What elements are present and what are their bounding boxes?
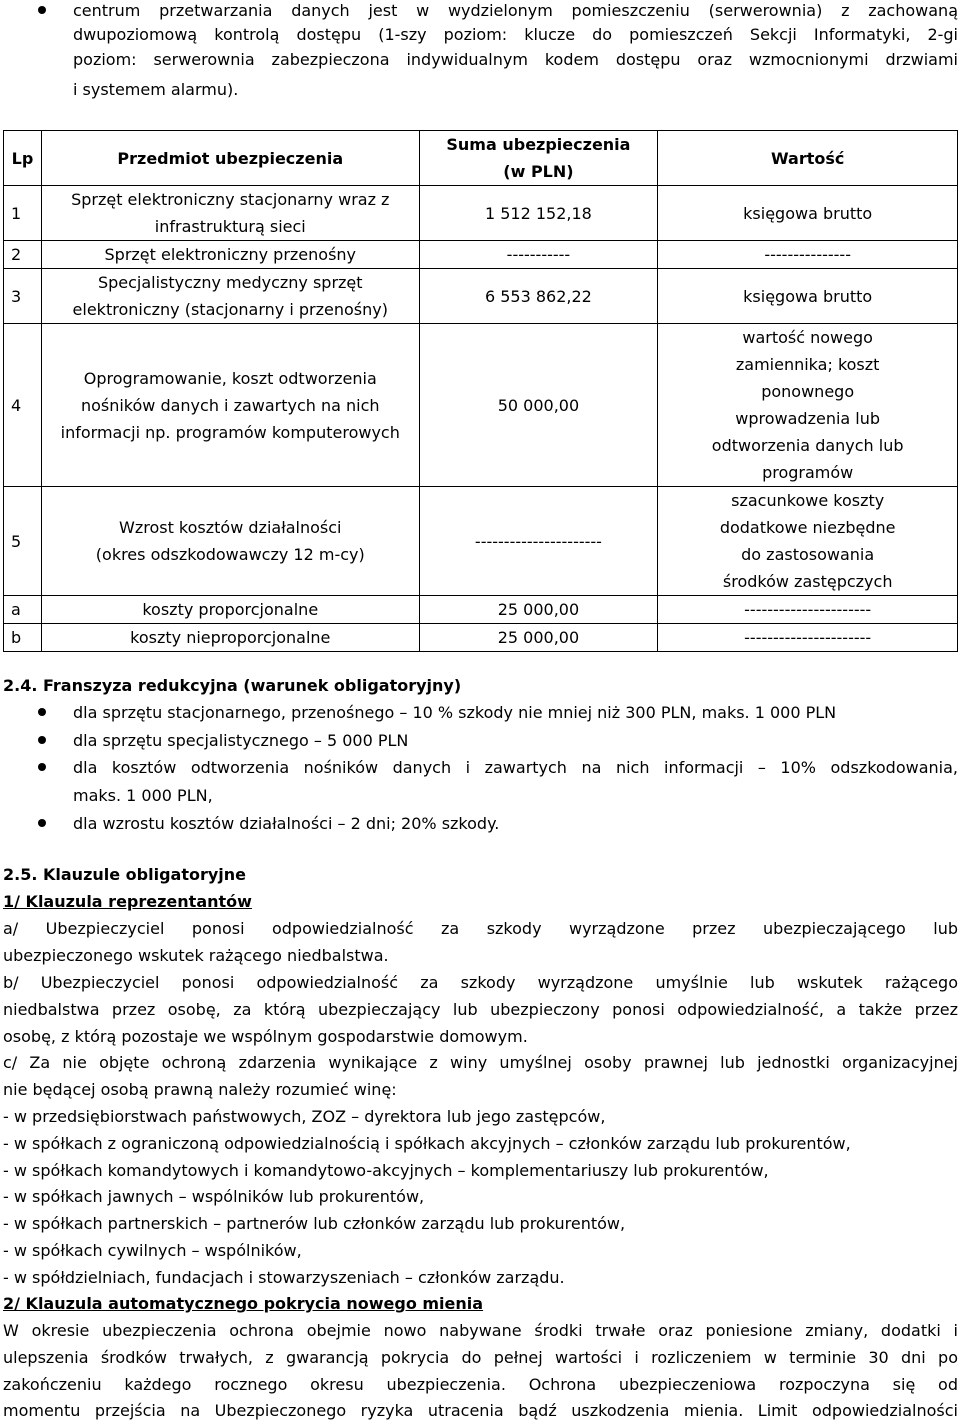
intro-line-2: dwupoziomową kontrolą dostępu (1-szy poziom: klucze do pomieszczeń Sekcji Informatyki, 2-gi [73,25,958,44]
row-value: szacunkowe koszty dodatkowe niezbędne do zastosowania środków zastępczych [658,487,958,596]
table-row [4,596,958,624]
clause-2-title: 2/ Klauzula automatycznego pokrycia nowego mienia [3,1294,484,1313]
header-value: Wartość [658,131,958,186]
header-sum: Suma ubezpieczenia (w PLN) [419,131,658,186]
clause-2-line-3: zakończeniu każdego rocznego okresu ubezpieczenia. Ochrona ubezpieczeniowa rozpoczyna się od [3,1375,958,1394]
row-subject: Sprzęt elektroniczny przenośny [41,241,419,269]
list-item: - w spółkach komandytowych i komandytowo-akcyjnych – komplementariuszy lub prokurentów, [3,1161,769,1180]
row-lp: 5 [4,487,42,596]
table-row [4,269,958,324]
clause-1b-line-3: osobę, z którą pozostaje we wspólnym gospodarstwie domowym. [3,1027,528,1046]
clause-1b-line-2: niedbalstwa przez osobę, za którą ubezpieczający lub ubezpieczony ponosi odpowiedzialność, a także przez [3,1000,958,1019]
row-lp: 3 [4,269,42,324]
franchise-item-1: dla sprzętu stacjonarnego, przenośnego – 10 % szkody nie mniej niż 300 PLN, maks. 1 000 PLN [73,703,837,722]
row-sum: 25 000,00 [419,596,658,624]
row-sum: 50 000,00 [419,324,658,487]
header-subject: Przedmiot ubezpieczenia [41,131,419,186]
clause-1c-line-2: nie będącej osobą prawną należy rozumieć winę: [3,1080,397,1099]
list-item: - w spółkach cywilnych – wspólników, [3,1241,302,1260]
intro-line-4: i systemem alarmu). [73,80,239,99]
row-value: wartość nowego zamiennika; koszt ponownego wprowadzenia lub odtworzenia danych lub programów [658,324,958,487]
table-row [4,324,958,487]
row-subject: Sprzęt elektroniczny stacjonarny wraz z infrastrukturą sieci [41,186,419,241]
row-sum: ----------- [419,241,658,269]
list-item: - w spółkach jawnych – wspólników lub prokurentów, [3,1187,425,1206]
row-lp: 4 [4,324,42,487]
insurance-table [3,130,958,652]
list-item: - w spółkach partnerskich – partnerów lub członków zarządu lub prokurentów, [3,1214,626,1233]
table-row [4,186,958,241]
intro-line-1: centrum przetwarzania danych jest w wydzielonym pomieszczeniu (serwerownia) z zachowaną [73,1,958,20]
franchise-item-3-cont: maks. 1 000 PLN, [73,786,213,805]
row-sum: 25 000,00 [419,624,658,652]
row-sum: 6 553 862,22 [419,269,658,324]
list-item: - w spółkach z ograniczoną odpowiedzialnością i spółkach akcyjnych – członków zarządu lub prokurentów, [3,1134,851,1153]
clause-1c-line-1: c/ Za nie objęte ochroną zdarzenia wynikające z winy umyślnej osoby prawnej lub jednostki organizacyjnej [3,1053,958,1072]
clause-1-title: 1/ Klauzula reprezentantów [3,892,252,911]
row-subject: Wzrost kosztów działalności (okres odszkodowawczy 12 m-cy) [41,487,419,596]
clause-2-line-1: W okresie ubezpieczenia ochrona obejmie nowo nabywane środki trwałe oraz poniesione zmiany, dodatki i [3,1321,958,1340]
clause-1a-line-2: ubezpieczonego wskutek rażącego niedbalstwa. [3,946,389,965]
bullet-icon [38,6,46,14]
row-lp: b [4,624,42,652]
section-25-heading: 2.5. Klauzule obligatoryjne [3,865,247,884]
header-lp: Lp [4,131,42,186]
row-lp: 2 [4,241,42,269]
row-value: księgowa brutto [658,186,958,241]
table-header-row [4,131,958,186]
clause-2-line-2: ulepszenia środków trwałych, z gwarancją pokrycia do pełnej wartości i rozliczeniem w terminie 30 dni po [3,1348,958,1367]
row-subject: Oprogramowanie, koszt odtworzenia nośników danych i zawartych na nich informacji np. programów komputerowych [41,324,419,487]
row-value: ---------------------- [658,624,958,652]
clause-1b-line-1: b/ Ubezpieczyciel ponosi odpowiedzialność za szkody wyrządzone umyślnie lub wskutek rażącego [3,973,958,992]
bullet-icon [38,708,46,716]
row-value: ---------------------- [658,596,958,624]
table-row [4,624,958,652]
row-subject: koszty proporcjonalne [41,596,419,624]
row-sum: 1 512 152,18 [419,186,658,241]
list-item: - w przedsiębiorstwach państwowych, ZOZ – dyrektora lub jego zastępców, [3,1107,606,1126]
row-value: księgowa brutto [658,269,958,324]
list-item: - w spółdzielniach, fundacjach i stowarzyszeniach – członków zarządu. [3,1268,565,1287]
intro-line-3: poziom: serwerownia zabezpieczona indywidualnym kodem dostępu oraz wzmocnionymi drzwiami [73,50,958,69]
bullet-icon [38,763,46,771]
section-24-heading: 2.4. Franszyza redukcyjna (warunek obligatoryjny) [3,676,462,695]
row-lp: 1 [4,186,42,241]
row-subject: Specjalistyczny medyczny sprzęt elektroniczny (stacjonarny i przenośny) [41,269,419,324]
table-row [4,241,958,269]
table-row [4,487,958,596]
clause-1a-line-1: a/ Ubezpieczyciel ponosi odpowiedzialność za szkody wyrządzone przez ubezpieczającego lub [3,919,958,938]
franchise-item-2: dla sprzętu specjalistycznego – 5 000 PLN [73,731,409,750]
bullet-icon [38,736,46,744]
row-value: --------------- [658,241,958,269]
row-sum: ---------------------- [419,487,658,596]
franchise-item-3: dla kosztów odtworzenia nośników danych i zawartych na nich informacji – 10% odszkodowania, [73,758,958,777]
franchise-item-4: dla wzrostu kosztów działalności – 2 dni; 20% szkody. [73,814,500,833]
row-subject: koszty nieproporcjonalne [41,624,419,652]
row-lp: a [4,596,42,624]
clause-2-line-4: momentu przejścia na Ubezpieczonego ryzyka utracenia bądź uszkodzenia mienia. Limit odpowiedzialności [3,1401,958,1420]
bullet-icon [38,819,46,827]
